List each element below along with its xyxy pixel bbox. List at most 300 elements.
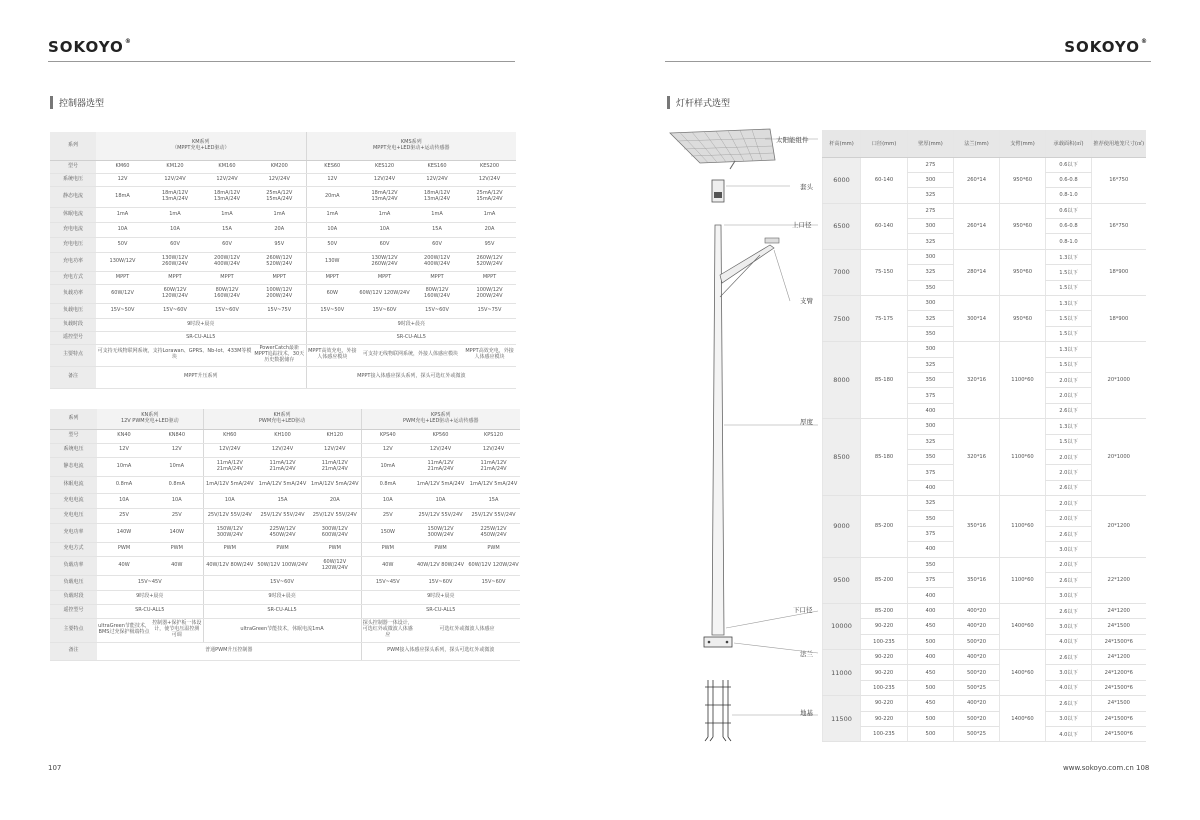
table-cell: 20A	[253, 222, 306, 237]
table-cell: 10A	[203, 493, 256, 508]
table-cell: KPS120	[467, 429, 520, 443]
row-label: 静态电流	[50, 457, 97, 476]
table-cell: 11mA/12V 21mA/24V	[414, 457, 467, 476]
table-cell: 3.0以下	[1046, 711, 1092, 726]
table-cell: 2.6以下	[1046, 480, 1092, 495]
table-row	[50, 618, 520, 642]
flange-base	[704, 637, 732, 647]
table-cell: 25mA/12V 15mA/24V	[463, 186, 516, 207]
table-cell: 350*16	[954, 496, 1000, 558]
table-cell: 25V	[97, 508, 151, 523]
table-cell: 400	[908, 480, 954, 495]
table-cell: 9时段+晨亮	[97, 590, 203, 604]
group-header	[96, 132, 306, 160]
table-row	[50, 523, 520, 542]
table-cell: 500	[908, 711, 954, 726]
row-label: 系统电压	[50, 443, 97, 457]
table-cell: 50V	[96, 237, 149, 252]
table-cell: 85-200	[861, 557, 908, 603]
table-cell: 25V	[361, 508, 414, 523]
table-row	[823, 619, 1146, 634]
table-cell: 60W/12V	[96, 284, 149, 303]
table-cell: 1mA/12V 5mA/24V	[414, 476, 467, 493]
label-arm: 支臂	[800, 297, 813, 305]
website: www.sokoyo.com.cn	[1063, 764, 1134, 772]
group-header	[203, 409, 361, 429]
table-cell: 500*25	[954, 680, 1000, 695]
table-row	[823, 419, 1146, 434]
table-row	[50, 207, 516, 222]
row-label: 型号	[50, 160, 96, 173]
table-cell: 350	[908, 372, 954, 387]
table-cell: 10A	[151, 493, 203, 508]
table-cell: 1mA	[96, 207, 149, 222]
table-row	[823, 711, 1146, 726]
table-cell: 40W	[361, 556, 414, 575]
table-cell: 11mA/12V 21mA/24V	[256, 457, 309, 476]
table-cell: 18mA/12V 13mA/24V	[411, 186, 463, 207]
table-cell: 150W/12V 300W/24V	[414, 523, 467, 542]
table-cell: 100W/12V 200W/24V	[253, 284, 306, 303]
table-cell: 130W/12V 260W/24V	[358, 252, 411, 271]
table-cell: 18mA/12V 13mA/24V	[201, 186, 253, 207]
table-cell: 12V/24V	[358, 173, 411, 186]
table-cell: 20mA	[306, 186, 358, 207]
table-cell: 15V~60V	[414, 575, 467, 590]
table-cell: 24*1500*6	[1092, 711, 1146, 726]
table-cell: 15A	[201, 222, 253, 237]
table-cell: 25mA/12V 15mA/24V	[253, 186, 306, 207]
table-cell: 24*1200*6	[1092, 665, 1146, 680]
row-label: 系列	[50, 409, 97, 429]
table-cell: 15V~50V	[306, 303, 358, 318]
label-foundation: 地基	[800, 709, 813, 717]
table-cell: 18*900	[1092, 249, 1146, 295]
row-label: 休眠电流	[50, 207, 96, 222]
table-row	[50, 493, 520, 508]
table-cell: PWM	[309, 542, 361, 556]
column-header: 口径(mm)	[861, 130, 908, 157]
table-cell: 18*900	[1092, 296, 1146, 342]
solar-panel	[670, 129, 775, 169]
table-cell: 400	[908, 650, 954, 665]
section-title: 灯杆样式选型	[667, 96, 730, 109]
group-header	[306, 132, 516, 160]
table-cell: 40W	[151, 556, 203, 575]
table-row	[50, 429, 520, 443]
table-cell: 1mA	[149, 207, 201, 222]
table-cell: 0.6以下	[1046, 157, 1092, 172]
table-cell: 40W/12V 80W/24V	[414, 556, 467, 575]
table-cell: 60-140	[861, 203, 908, 249]
table-cell: 375	[908, 526, 954, 541]
table-cell: 24*1200	[1092, 650, 1146, 665]
table-cell: 95V	[463, 237, 516, 252]
table-cell: 400	[908, 403, 954, 418]
table-cell: 300	[908, 419, 954, 434]
table-cell: 2.0以下	[1046, 372, 1092, 387]
label-flange: 法兰	[800, 650, 813, 658]
table-cell: MPPT	[253, 271, 306, 284]
table-cell: 60V	[201, 237, 253, 252]
table-cell: 15V~60V	[411, 303, 463, 318]
table-row	[50, 409, 520, 429]
table-cell: 300	[908, 342, 954, 357]
table-cell: 2.0以下	[1046, 496, 1092, 511]
table-row	[823, 634, 1146, 649]
table-row	[823, 557, 1146, 572]
group-name: KM系列	[191, 139, 210, 145]
table-cell: 300W/12V 600W/24V	[309, 523, 361, 542]
table-cell: 9时段+晨亮	[306, 318, 516, 331]
table-cell: 450	[908, 619, 954, 634]
table-row	[50, 303, 516, 318]
table-cell: 1400*60	[1000, 650, 1046, 696]
table-cell: 350	[908, 280, 954, 295]
table-cell: 320*16	[954, 342, 1000, 419]
table-cell: 325	[908, 234, 954, 249]
table-row	[50, 284, 516, 303]
table-cell: 375	[908, 573, 954, 588]
table-cell: 350	[908, 326, 954, 341]
table-cell: 1.5以下	[1046, 311, 1092, 326]
table-cell: 15V~60V	[358, 303, 411, 318]
table-cell: MPPT高效充电，外接人体感应模块	[463, 344, 516, 366]
pole-height: 8000	[823, 342, 861, 419]
row-label: 充电电压	[50, 237, 96, 252]
table-cell: 24*1500*6	[1092, 680, 1146, 695]
table-cell: KES60	[306, 160, 358, 173]
table-cell: 950*60	[1000, 296, 1046, 342]
section-title: 控制器选型	[50, 96, 104, 109]
table-cell: 2.6以下	[1046, 526, 1092, 541]
table-cell: 9时段+晨亮	[203, 590, 361, 604]
table-cell: 10A	[358, 222, 411, 237]
table-cell: KPS40	[361, 429, 414, 443]
table-cell: 12V/24V	[463, 173, 516, 186]
table-cell: 0.6-0.8	[1046, 172, 1092, 187]
table-cell: KM200	[253, 160, 306, 173]
group-sub: MPPT充电+LED驱动+运动传感器	[372, 144, 450, 151]
table-cell: 1100*60	[1000, 557, 1046, 603]
table-cell: MPPT	[358, 271, 411, 284]
table-cell: 90-220	[861, 650, 908, 665]
label-bottom-dia: 下口径	[793, 606, 813, 614]
controller-table-1	[50, 132, 516, 389]
table-row	[50, 173, 516, 186]
table-cell: 260W/12V 520W/24V	[253, 252, 306, 271]
table-cell: 24*1500*6	[1092, 726, 1146, 741]
table-cell: 12V	[151, 443, 203, 457]
table-cell: 12V/24V	[253, 173, 306, 186]
table-row	[50, 457, 520, 476]
table-cell: KN40	[97, 429, 151, 443]
pole-height: 6000	[823, 157, 861, 203]
table-cell: 130W/12V	[96, 252, 149, 271]
table-cell: 140W	[97, 523, 151, 542]
brand-logo: SOKOYO®	[48, 38, 132, 56]
table-cell: SR-CU-ALL5	[361, 604, 520, 618]
table-cell: 24*1200	[1092, 603, 1146, 618]
table-cell: 9时段+晨亮	[96, 318, 306, 331]
table-cell: 450	[908, 696, 954, 711]
table-row	[50, 222, 516, 237]
table-cell: 500*20	[954, 634, 1000, 649]
table-cell: 950*60	[1000, 249, 1046, 295]
table-cell: 375	[908, 465, 954, 480]
table-cell: 85-200	[861, 603, 908, 618]
table-cell: MPPT	[306, 271, 358, 284]
group-sub: 12V PWM充电+LED驱动	[120, 417, 179, 424]
table-row	[50, 590, 520, 604]
table-cell: 75-150	[861, 249, 908, 295]
table-cell: 80W/12V 160W/24V	[411, 284, 463, 303]
table-cell: 11mA/12V 21mA/24V	[309, 457, 361, 476]
table-cell: 275	[908, 157, 954, 172]
table-row	[50, 271, 516, 284]
column-header: 法兰(mm)	[954, 130, 1000, 157]
table-cell: 16*750	[1092, 157, 1146, 203]
table-cell: 1400*60	[1000, 603, 1046, 649]
table-row	[50, 366, 516, 388]
table-cell: 12V/24V	[149, 173, 201, 186]
pole-height: 6500	[823, 203, 861, 249]
table-row	[50, 604, 520, 618]
row-label: 型号	[50, 429, 97, 443]
table-cell: 300	[908, 219, 954, 234]
table-cell: 3.0以下	[1046, 588, 1092, 603]
table-row	[823, 665, 1146, 680]
row-label: 主要特点	[50, 344, 96, 366]
table-cell: 225W/12V 450W/24V	[467, 523, 520, 542]
table-cell: 325	[908, 357, 954, 372]
table-cell: 400	[908, 588, 954, 603]
table-cell: 320*16	[954, 419, 1000, 496]
row-label: 休眠电流	[50, 476, 97, 493]
table-cell: 280*14	[954, 249, 1000, 295]
table-cell: 15V~45V	[361, 575, 414, 590]
table-cell: 200W/12V 400W/24V	[201, 252, 253, 271]
table-cell: 1mA	[253, 207, 306, 222]
table-cell: 25V/12V 55V/24V	[309, 508, 361, 523]
header-rule	[665, 61, 1151, 62]
table-cell: 50W/12V 100W/24V	[256, 556, 309, 575]
table-cell: 12V/24V	[414, 443, 467, 457]
table-cell: KN840	[151, 429, 203, 443]
table-cell: 20*1000	[1092, 342, 1146, 419]
table-cell: 1.5以下	[1046, 280, 1092, 295]
pole-body	[712, 225, 779, 635]
table-cell: 1.3以下	[1046, 419, 1092, 434]
table-cell: 350	[908, 449, 954, 464]
row-label: 负载时段	[50, 318, 96, 331]
table-cell: 24*1500	[1092, 619, 1146, 634]
label-top-dia: 上口径	[792, 221, 812, 229]
table-cell: 0.8-1.0	[1046, 188, 1092, 203]
group-name: KPS系列	[431, 412, 451, 418]
pole-height: 8500	[823, 419, 861, 496]
table-cell: MPPT	[149, 271, 201, 284]
table-cell: 325	[908, 188, 954, 203]
table-cell: 500	[908, 634, 954, 649]
table-cell: PWM	[97, 542, 151, 556]
table-cell: 60W/12V 120W/24V	[358, 284, 411, 303]
table-cell: 0.8-1.0	[1046, 234, 1092, 249]
table-cell: 350	[908, 511, 954, 526]
label-solar: 太阳能组件	[776, 136, 809, 144]
row-label: 负载功率	[50, 284, 96, 303]
table-cell: 1.3以下	[1046, 249, 1092, 264]
table-cell: 60W/12V 120W/24V	[467, 556, 520, 575]
table-cell: SR-CU-ALL5	[96, 331, 306, 344]
table-cell: 15V~60V	[149, 303, 201, 318]
column-header: 承载面积(㎡)	[1046, 130, 1092, 157]
table-cell: PWM	[414, 542, 467, 556]
table-row	[50, 237, 516, 252]
table-cell: 400*20	[954, 650, 1000, 665]
table-cell: KH100	[256, 429, 309, 443]
table-row	[823, 130, 1146, 157]
table-row	[823, 249, 1146, 264]
table-cell: 1mA/12V 5mA/24V	[256, 476, 309, 493]
table-cell: 10mA	[151, 457, 203, 476]
table-cell: 4.0以下	[1046, 634, 1092, 649]
table-cell: 10A	[361, 493, 414, 508]
table-cell: 控制器+保护板一体设计，使节电压温控测可调	[151, 618, 203, 642]
table-cell: 15V~75V	[253, 303, 306, 318]
table-cell: PWM	[203, 542, 256, 556]
table-cell: 60W/12V 120W/24V	[149, 284, 201, 303]
pole-spec-table	[822, 130, 1146, 742]
table-cell: 20A	[463, 222, 516, 237]
table-cell: 2.0以下	[1046, 511, 1092, 526]
table-cell: 400*20	[954, 696, 1000, 711]
row-label: 充电电流	[50, 222, 96, 237]
table-cell: 300*14	[954, 296, 1000, 342]
table-cell: 500*20	[954, 711, 1000, 726]
table-cell: 12V/24V	[203, 443, 256, 457]
table-cell: 10A	[149, 222, 201, 237]
table-cell: 12V	[361, 443, 414, 457]
page-number: 107	[48, 764, 62, 772]
table-row	[823, 342, 1146, 357]
table-cell: 0.6-0.8	[1046, 219, 1092, 234]
column-header: 推荐使用地笼尺寸(㎡)	[1092, 130, 1146, 157]
table-cell: 15A	[256, 493, 309, 508]
table-cell: 18mA/12V 13mA/24V	[358, 186, 411, 207]
table-cell: 1400*60	[1000, 696, 1046, 742]
table-cell: PWM	[361, 542, 414, 556]
table-row	[823, 650, 1146, 665]
row-label: 充电电流	[50, 493, 97, 508]
table-cell: 10A	[96, 222, 149, 237]
table-row	[823, 296, 1146, 311]
table-cell: PWM	[256, 542, 309, 556]
column-header: 支臂(mm)	[1000, 130, 1046, 157]
table-cell: 90-220	[861, 665, 908, 680]
table-cell: 1.5以下	[1046, 357, 1092, 372]
table-row	[823, 680, 1146, 695]
table-cell: 1mA/12V 5mA/24V	[309, 476, 361, 493]
table-cell: 2.0以下	[1046, 557, 1092, 572]
row-label: 备注	[50, 366, 96, 388]
table-row	[50, 160, 516, 173]
table-cell: 325	[908, 434, 954, 449]
table-cell: 12V/24V	[256, 443, 309, 457]
table-cell: MPPT升压系列	[96, 366, 306, 388]
table-cell: 1mA	[358, 207, 411, 222]
group-sub: PWM充电+LED驱动	[258, 417, 306, 424]
table-cell: 75-175	[861, 296, 908, 342]
table-cell: KM60	[96, 160, 149, 173]
table-cell: PowerCatch最新MPPT追踪技术，30天历史数据储存	[253, 344, 306, 366]
table-cell: 350*16	[954, 557, 1000, 603]
table-row	[50, 318, 516, 331]
table-cell: 100-235	[861, 680, 908, 695]
table-cell: 15V~60V	[201, 303, 253, 318]
table-cell: 40W/12V 80W/24V	[203, 556, 256, 575]
table-cell: 90-220	[861, 619, 908, 634]
table-cell: 1100*60	[1000, 419, 1046, 496]
table-cell: 2.0以下	[1046, 465, 1092, 480]
table-cell: 24*1500*6	[1092, 634, 1146, 649]
table-row	[823, 496, 1146, 511]
group-name: KH系列	[273, 412, 291, 418]
table-cell: KES120	[358, 160, 411, 173]
table-cell: KES200	[463, 160, 516, 173]
table-cell: KH120	[309, 429, 361, 443]
table-row	[823, 603, 1146, 618]
page-number: 108	[1136, 764, 1150, 772]
table-cell: 普通PWM升压控制器	[97, 642, 361, 660]
table-cell: 400	[908, 603, 954, 618]
table-cell: MPPT	[411, 271, 463, 284]
table-cell: 16*750	[1092, 203, 1146, 249]
table-cell: 25V/12V 55V/24V	[256, 508, 309, 523]
table-cell: 1100*60	[1000, 496, 1046, 558]
table-cell: SR-CU-ALL5	[203, 604, 361, 618]
column-header: 杆高(mm)	[823, 130, 861, 157]
table-cell: 2.6以下	[1046, 603, 1092, 618]
table-cell: 325	[908, 496, 954, 511]
table-cell: 225W/12V 450W/24V	[256, 523, 309, 542]
table-cell: 25V/12V 55V/24V	[203, 508, 256, 523]
table-cell: 1mA	[201, 207, 253, 222]
header-rule	[48, 61, 515, 62]
table-cell: 12V	[96, 173, 149, 186]
table-cell: MPPT高效充电，外接人体感应模块	[306, 344, 358, 366]
pole-height: 11500	[823, 696, 861, 742]
table-cell: 20A	[309, 493, 361, 508]
table-row	[50, 508, 520, 523]
table-cell: KM120	[149, 160, 201, 173]
row-label: 负载功率	[50, 556, 97, 575]
table-cell: 450	[908, 665, 954, 680]
table-cell: 3.0以下	[1046, 665, 1092, 680]
table-cell: 500	[908, 726, 954, 741]
row-label: 充电功率	[50, 523, 97, 542]
group-sub: PWM充电+LED驱动+运动传感器	[403, 417, 479, 424]
table-cell: 400	[908, 542, 954, 557]
table-cell: 500*20	[954, 665, 1000, 680]
table-cell: 260*14	[954, 157, 1000, 203]
table-cell: 1.5以下	[1046, 434, 1092, 449]
row-label: 遥控型号	[50, 604, 97, 618]
table-cell: 2.6以下	[1046, 696, 1092, 711]
label-thickness: 厚度	[800, 418, 813, 426]
table-cell: 10A	[306, 222, 358, 237]
table-cell: 100-235	[861, 726, 908, 741]
